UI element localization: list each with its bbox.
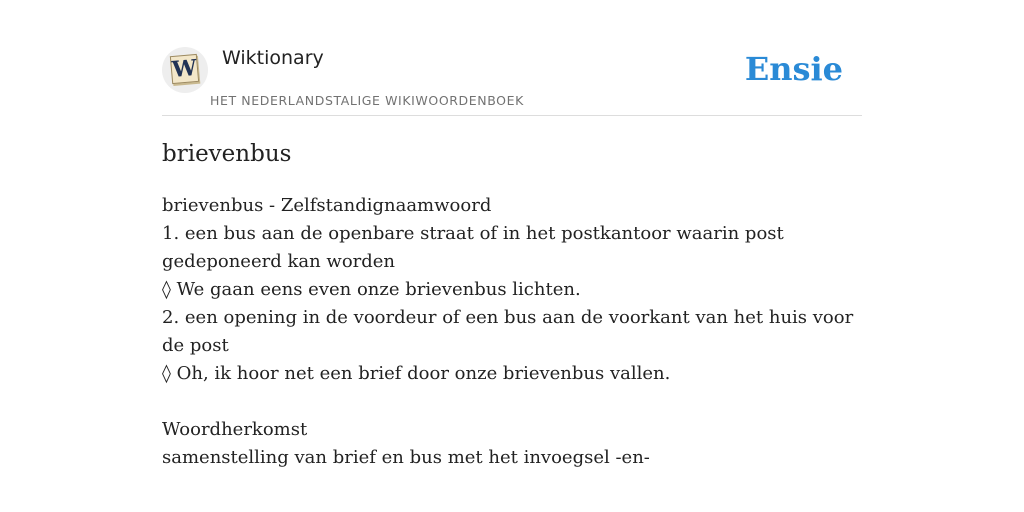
entry-content	[162, 192, 862, 472]
sense-1-definition: 1. een bus aan de openbare straat of in het postkantoor waarin post gedeponeerd kan worden	[162, 223, 784, 272]
ensie-brand-link[interactable]: Ensie	[744, 50, 843, 88]
page-title: brievenbus	[162, 141, 292, 167]
sense-1-example: ◊ We gaan eens even onze brievenbus lichten.	[162, 279, 581, 300]
wiktionary-logo[interactable]	[162, 47, 208, 93]
wiktionary-tile-icon: W	[171, 54, 198, 84]
site-tagline: HET NEDERLANDSTALIGE WIKIWOORDENBOEK	[210, 93, 524, 108]
etymology-text: samenstelling van brief en bus met het invoegsel -en-	[162, 447, 650, 468]
section-spacer	[162, 388, 862, 416]
sense-2-definition: 2. een opening in de voordeur of een bus aan de voorkant van het huis voor de post	[162, 307, 854, 356]
entry-headline: brievenbus - Zelfstandignaamwoord	[162, 195, 492, 216]
sense-2-example: ◊ Oh, ik hoor net een brief door onze brievenbus vallen.	[162, 363, 671, 384]
site-header	[162, 0, 862, 116]
etymology-heading: Woordherkomst	[162, 419, 308, 440]
site-name[interactable]: Wiktionary	[222, 47, 324, 69]
page-container	[162, 0, 862, 512]
